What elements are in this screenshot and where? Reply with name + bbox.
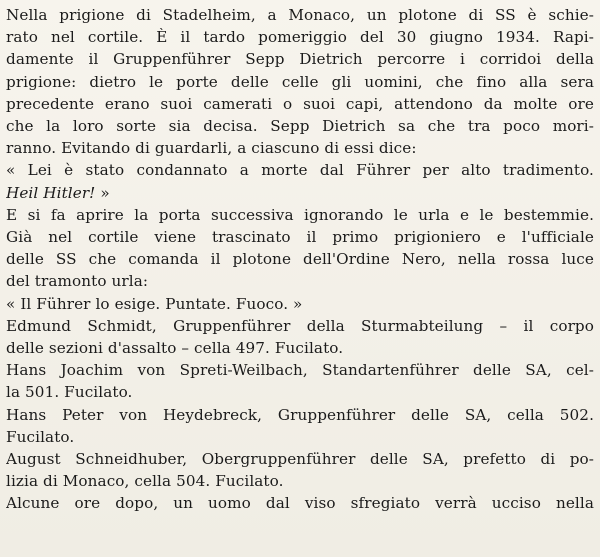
italic-text: Heil Hitler! xyxy=(6,183,96,202)
text-line: delle sezioni d'assalto – cella 497. Fucilato. xyxy=(6,339,344,358)
text-line: Fucilato. xyxy=(6,427,75,446)
text-line: damente il Gruppenführer Sepp Dietrich percorre i corridoi della xyxy=(6,50,594,69)
text-line: lizia di Monaco, cella 504. Fucilato. xyxy=(6,472,284,491)
text-line: Già nel cortile viene trascinato il primo prigioniero e l'ufficiale xyxy=(6,228,594,247)
text-line: prigione: dietro le porte delle celle gli uomini, che fino alla sera xyxy=(6,72,594,91)
text-line: « Lei è stato condannato a morte dal Führer per alto tradimento. xyxy=(6,161,594,180)
text-line: Nella prigione di Stadelheim, a Monaco, un plotone di SS è schie- xyxy=(6,6,594,24)
text-line: delle SS che comanda il plotone dell'Ordine Nero, nella rossa luce xyxy=(6,250,594,269)
text-line: Hans Peter von Heydebreck, Gruppenführer delle SA, cella 502. xyxy=(6,405,594,424)
text-line: August Schneidhuber, Obergruppenführer delle SA, prefetto di po- xyxy=(6,450,594,469)
text-line: del tramonto urla: xyxy=(6,272,149,291)
text-line: la 501. Fucilato. xyxy=(6,383,133,402)
text-line-heil xyxy=(6,182,594,204)
text-line: E si fa aprire la porta successiva ignorando le urla e le bestemmie. xyxy=(6,205,594,224)
text-line: ranno. Evitando di guardarli, a ciascuno di essi dice: xyxy=(6,139,417,158)
page-text xyxy=(6,4,594,515)
text-line: Alcune ore dopo, un uomo dal viso sfregiato verrà ucciso nella xyxy=(6,494,594,513)
text-line: Edmund Schmidt, Gruppenführer della Sturmabteilung – il corpo xyxy=(6,316,594,335)
text-line: che la loro sorte sia decisa. Sepp Dietrich sa che tra poco mori- xyxy=(6,117,594,136)
text-line: precedente erano suoi camerati o suoi capi, attendono da molte ore xyxy=(6,94,594,113)
text-line: « Il Führer lo esige. Puntate. Fuoco. » xyxy=(6,294,303,313)
text-line: Hans Joachim von Spreti-Weilbach, Standartenführer delle SA, cel- xyxy=(6,361,594,380)
text-line: rato nel cortile. È il tardo pomeriggio del 30 giugno 1934. Rapi- xyxy=(6,28,594,47)
closing-quote: » xyxy=(95,183,110,202)
